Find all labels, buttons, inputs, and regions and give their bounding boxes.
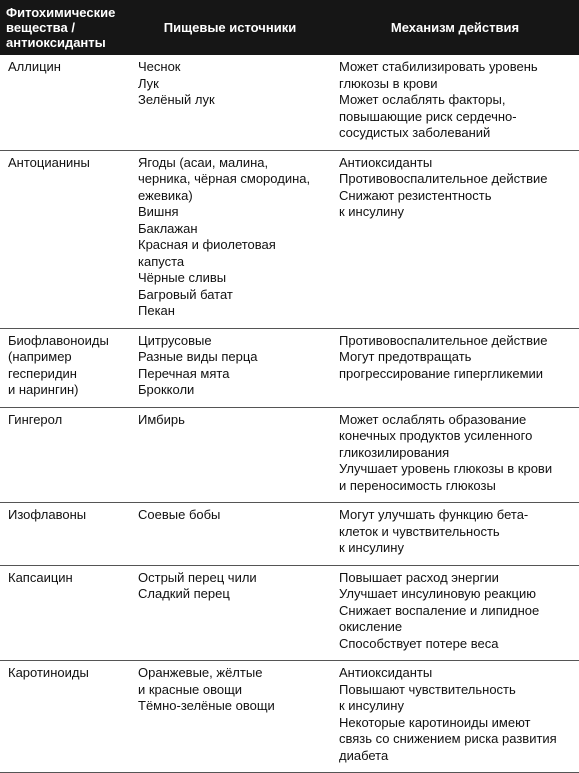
cell-text-line: Соевые бобы <box>138 507 221 522</box>
mechanism-cell <box>331 565 579 661</box>
cell-text-line: прогрессирование гипергликемии <box>339 365 544 381</box>
cell-text-line: Вишня <box>138 204 179 219</box>
cell-text-line: Перечная мята <box>138 365 230 381</box>
cell-text-line: Цитрусовые <box>138 332 212 348</box>
cell-text-line: и переносимость глюкозы <box>339 477 496 493</box>
cell-text-line: Багровый батат <box>138 286 233 302</box>
cell-text-line: к инсулину <box>339 698 404 713</box>
cell-text-line: Гингерол <box>8 411 63 427</box>
cell-text-line: гесперидин <box>8 365 77 381</box>
food-sources-cell <box>129 328 331 407</box>
phytochemical-name-cell <box>0 55 129 150</box>
cell-text-line: Повышает расход энергии <box>339 569 499 585</box>
phytochemical-name-cell <box>0 503 129 566</box>
mechanism-cell <box>331 661 579 773</box>
mechanism-cell <box>331 150 579 328</box>
cell-text-line: (например <box>8 349 72 364</box>
cell-text-line: Сладкий перец <box>138 586 230 601</box>
table-row <box>0 328 579 407</box>
mechanism-cell <box>331 407 579 503</box>
cell-text-line: Чёрные сливы <box>138 270 227 285</box>
food-sources-cell <box>129 661 331 773</box>
cell-text-line: Улучшает уровень глюкозы в крови <box>339 461 553 476</box>
header-phytochemicals <box>0 0 129 55</box>
table-row <box>0 503 579 566</box>
phytochemical-name-cell <box>0 407 129 503</box>
food-sources-cell <box>129 55 331 150</box>
food-sources-cell <box>129 150 331 328</box>
food-sources-cell <box>129 407 331 503</box>
cell-text-line: Противовоспалительное действие <box>339 332 548 348</box>
table-row <box>0 55 579 150</box>
cell-text-line: Лук <box>138 75 159 91</box>
cell-text-line: Красная и фиолетовая <box>138 237 276 252</box>
cell-text-line: Противовоспалительное действие <box>339 171 548 186</box>
cell-text-line: Антиоксиданты <box>339 154 433 170</box>
cell-text-line: диабета <box>339 747 389 763</box>
cell-text-line: Может ослаблять факторы, <box>339 92 506 107</box>
table-header <box>0 0 579 55</box>
cell-text-line: клеток и чувствительность <box>339 523 500 539</box>
cell-text-line: Снижают резистентность <box>339 187 492 203</box>
cell-text-line: и красные овощи <box>138 681 243 697</box>
cell-text-line: сосудистых заболеваний <box>339 125 491 140</box>
cell-text-line: Изофлавоны <box>8 507 87 522</box>
header-food-sources <box>129 0 331 55</box>
cell-text-line: Антоцианины <box>8 154 90 170</box>
cell-text-line: к инсулину <box>339 204 404 219</box>
header-mechanism <box>331 0 579 55</box>
phytochemical-name-cell <box>0 565 129 661</box>
cell-text-line: Может стабилизировать уровень <box>339 59 538 74</box>
cell-text-line: капуста <box>138 253 185 269</box>
cell-text-line: Разные виды перца <box>138 349 258 364</box>
cell-text-line: Капсаицин <box>8 569 73 585</box>
cell-text-line: повышающие риск сердечно- <box>339 108 517 124</box>
mechanism-cell <box>331 55 579 150</box>
cell-text-line: окисление <box>339 619 403 634</box>
table-row <box>0 407 579 503</box>
cell-text-line: Могут улучшать функцию бета- <box>339 507 529 522</box>
cell-text-line: к инсулину <box>339 540 404 555</box>
cell-text-line: Каротиноиды <box>8 665 89 680</box>
cell-text-line: связь со снижением риска развития <box>339 731 557 746</box>
cell-text-line: Имбирь <box>138 411 185 427</box>
header-line: антиоксиданты <box>6 35 106 50</box>
table-body <box>0 55 579 773</box>
cell-text-line: ежевика) <box>138 187 193 203</box>
cell-text-line: Аллицин <box>8 59 61 74</box>
cell-text-line: Некоторые каротиноиды имеют <box>339 714 531 730</box>
cell-text-line: Биофлавоноиды <box>8 332 109 348</box>
mechanism-cell <box>331 328 579 407</box>
table-row <box>0 150 579 328</box>
cell-text-line: Может ослаблять образование <box>339 411 527 427</box>
cell-text-line: Улучшает инсулиновую реакцию <box>339 586 536 601</box>
cell-text-line: Способствует потере веса <box>339 635 499 651</box>
cell-text-line: Тёмно-зелёные овощи <box>138 698 275 713</box>
header-line: Пищевые источники <box>163 20 297 35</box>
header-line: вещества / <box>6 20 75 35</box>
cell-text-line: конечных продуктов усиленного <box>339 428 533 443</box>
phytochemical-name-cell <box>0 661 129 773</box>
cell-text-line: Острый перец чили <box>138 569 257 585</box>
phytochemical-name-cell <box>0 328 129 407</box>
cell-text-line: Пекан <box>138 303 175 318</box>
table-row <box>0 661 579 773</box>
cell-text-line: Ягоды (асаи, малина, <box>138 154 269 170</box>
cell-text-line: Баклажан <box>138 220 198 236</box>
cell-text-line: Могут предотвращать <box>339 349 472 364</box>
cell-text-line: Снижает воспаление и липидное <box>339 602 540 618</box>
cell-text-line: гликозилирования <box>339 444 450 460</box>
header-row <box>0 0 579 55</box>
cell-text-line: черника, чёрная смородина, <box>138 171 311 186</box>
cell-text-line: Зелёный лук <box>138 92 215 107</box>
food-sources-cell <box>129 503 331 566</box>
mechanism-cell <box>331 503 579 566</box>
cell-text-line: Брокколи <box>138 382 195 397</box>
table-row <box>0 565 579 661</box>
header-line: Механизм действия <box>390 20 520 35</box>
cell-text-line: Повышают чувствительность <box>339 681 516 697</box>
header-line: Фитохимические <box>6 5 116 20</box>
cell-text-line: Оранжевые, жёлтые <box>138 665 263 680</box>
food-sources-cell <box>129 565 331 661</box>
cell-text-line: Чеснок <box>138 59 181 74</box>
cell-text-line: и нарингин) <box>8 382 79 397</box>
phytochemical-name-cell <box>0 150 129 328</box>
cell-text-line: глюкозы в крови <box>339 75 438 91</box>
cell-text-line: Антиоксиданты <box>339 665 433 680</box>
